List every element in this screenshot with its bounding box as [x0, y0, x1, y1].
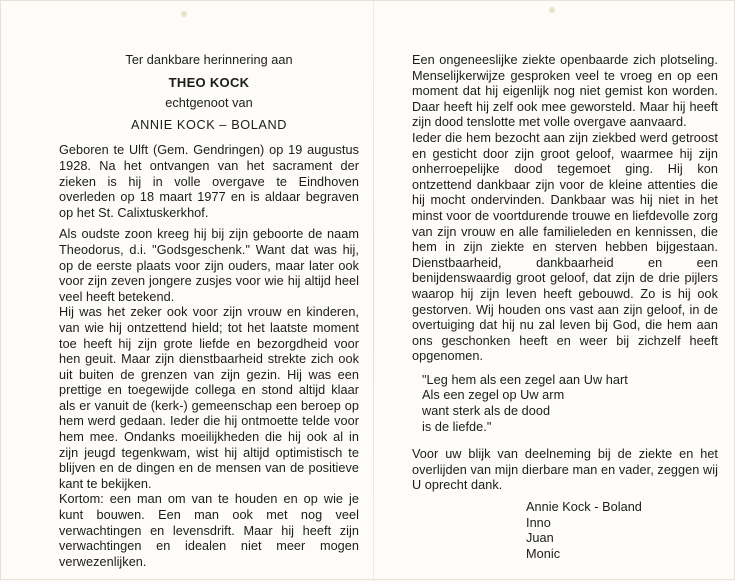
verse: [422, 373, 718, 435]
spouse-name: ANNIE KOCK – BOLAND: [131, 117, 287, 132]
eldest-son-paragraph: Als oudste zoon kreeg hij bij zijn geboorte de naam Theodorus, d.i. "Godsgeschenk." Want dat was hij, op de eerste plaats voor zijn ouders, maar later ook voor zijn zeven jongere zusjes voor wie hij altijd heel veel heeft betekend.: [59, 227, 359, 304]
illness-paragraph: Een ongeneeslijke ziekte openbaarde zich plotseling. Menselijkerwijze gesproken veel te vroeg en op een moment dat hij eigenlijk nog niet gemist kon worden. Daar heeft hij zelf ook mee geworsteld. Maar hij heeft zijn dood tenslotte met volle overgave aanvaard.: [412, 53, 718, 130]
left-page: [59, 53, 359, 576]
deceased-name: THEO KOCK: [168, 74, 250, 90]
summary-paragraph: Kortom: een man om van te houden en op wie je kunt bouwen. Een man ook met nog veel verwachtingen en levensdrift. Maar hij heeft zijn verwachtingen en idealen niet meer mogen verwezenlijken.: [59, 492, 359, 569]
fold-line: [373, 1, 374, 581]
verse-line: want sterk als de dood: [422, 404, 551, 419]
header: [59, 53, 359, 133]
verse-line: is de liefde.": [422, 419, 492, 434]
paper-speck: [181, 11, 187, 17]
signatures: [526, 500, 718, 562]
signature-name: Inno: [526, 515, 551, 530]
thanks-paragraph: Voor uw blijk van deelneming bij de ziekte en het overlijden van mijn dierbare man en vader, zeggen wij U oprecht dank.: [412, 447, 718, 493]
right-page: [412, 53, 718, 562]
faith-paragraph: Ieder die hem bezocht aan zijn ziekbed werd getroost en gesticht door zijn groot geloof, waarmee hij zijn onherroepelijke dood tegemoet ging. Hij kon ontzettend dankbaar zijn voor de kleine attenties die hij mocht ondervinden. Dankbaar was hij niet in het minst voor de voortdurende trouwe en liefdevolle zorg van zijn vrouw en alle familieleden en kennissen, die hem in zijn ziekte en sterven hebben bijgestaan. Dienstbaarheid, dankbaarheid en een benijdenswaardig groot geloof, dat zijn de drie pijlers waarop hij zijn leven heeft gebouwd. Zo is hij ook gestorven. Wij houden ons vast aan zijn geloof, in de overtuiging dat hij nu zal leven bij God, die hem aan ons geschonken heeft en weer bij zichzelf heeft opgenomen.: [412, 130, 718, 364]
family-paragraph: Hij was het zeker ook voor zijn vrouw en kinderen, van wie hij ontzettend hield; tot het laatste moment toe heeft hij zijn grote liefde en bezorgdheid voor hen geuit. Maar zijn dienstbaarheid strekte zich ook uit buiten de grenzen van zijn gezin. Hij was een prettige en toegewijde collega en stond altijd klaar als er vanuit de (kerk-) gemeenschap een beroep op hem werd gedaan. Ieder die hij ontmoette telde voor hem mee. Ondanks moeilijkheden die hij ook al in zijn jeugd tegenkwam, wist hij altijd optimistisch te blijven en de dingen en de mensen van de positieve kant te bekijken.: [59, 305, 359, 491]
verse-line: Als een zegel op Uw arm: [422, 388, 565, 403]
signature-name: Annie Kock - Boland: [526, 500, 642, 515]
birth-death-paragraph: Geboren te Ulft (Gem. Gendringen) op 19 augustus 1928. Na het ontvangen van het sacrament der zieken is hij in volle overgave te Eindhoven overleden op 18 maart 1977 en is aldaar begraven op het St. Calixtuskerkhof.: [59, 143, 359, 220]
intro-line: Ter dankbare herinnering aan: [125, 53, 293, 67]
verse-line: "Leg hem als een zegel aan Uw hart: [422, 372, 628, 387]
paper-speck: [549, 7, 555, 13]
signature-name: Juan: [526, 531, 554, 546]
spouse-intro: echtgenoot van: [165, 96, 253, 111]
signature-name: Monic: [526, 546, 561, 561]
